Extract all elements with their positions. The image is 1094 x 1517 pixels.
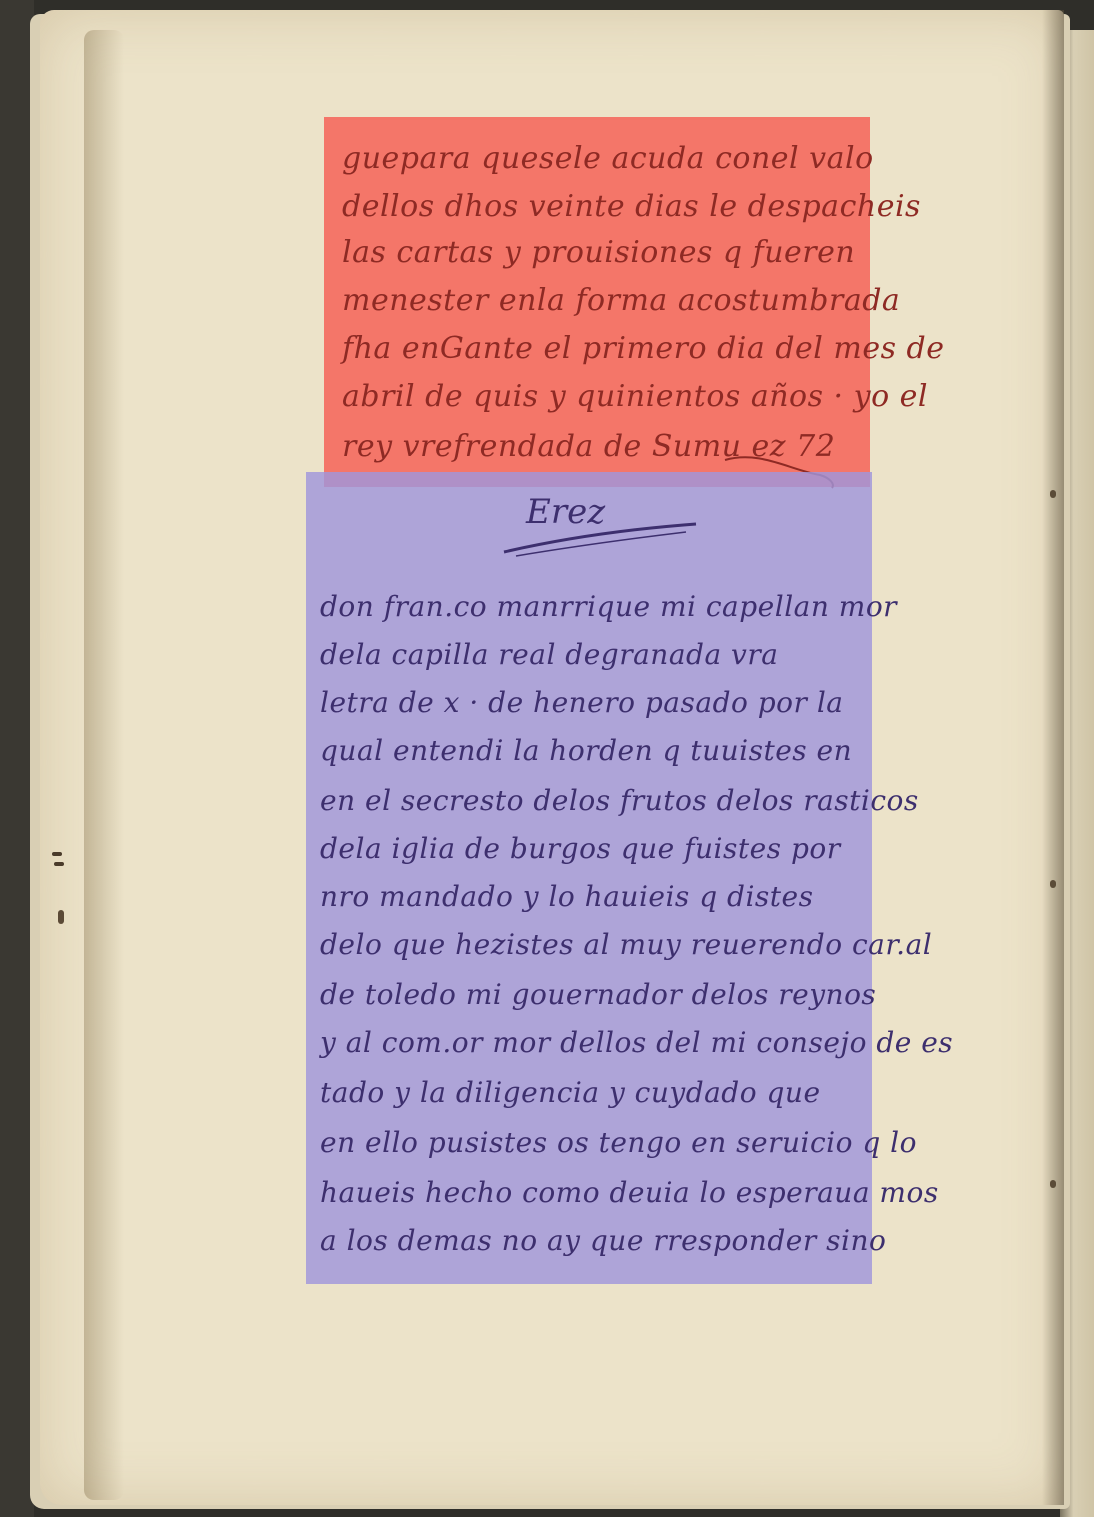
- manuscript-line: y al com.or mor dellos del mi consejo de es: [320, 1026, 954, 1059]
- manuscript-line: en ello pusistes os tengo en seruicio q lo: [320, 1126, 917, 1159]
- manuscript-line: a los demas no ay que rresponder sino: [320, 1224, 887, 1257]
- heading-underline-flourish: [496, 520, 706, 560]
- manuscript-line: de toledo mi gouernador delos reynos: [320, 978, 877, 1011]
- manuscript-line: fha enGante el primero dia del mes de: [342, 331, 945, 366]
- manuscript-line: letra de x · de henero pasado por la: [320, 686, 844, 719]
- manuscript-line: nro mandado y lo hauieis q distes: [320, 880, 814, 913]
- binding-gutter: [1042, 10, 1064, 1505]
- manuscript-line: dellos dhos veinte dias le despacheis: [342, 189, 921, 224]
- letter-heading: Erez: [526, 492, 606, 532]
- manuscript-line: qual entendi la horden q tuuistes en: [320, 734, 853, 767]
- manuscript-line: tado y la diligencia y cuydado que: [320, 1076, 821, 1109]
- manuscript-line: las cartas y prouisiones q fueren: [342, 235, 856, 270]
- manuscript-line: dela capilla real degranada vra: [320, 638, 779, 671]
- text-region-red: [324, 117, 945, 487]
- left-scan-edge: [0, 0, 34, 1517]
- manuscript-line: menester enla forma acostumbrada: [342, 283, 901, 318]
- manuscript-line: guepara quesele acuda conel valo: [342, 141, 874, 176]
- binding-mark: [52, 852, 62, 856]
- manuscript-line: en el secresto delos frutos delos rasticos: [320, 784, 919, 817]
- manuscript-line: don fran.co manrrique mi capellan mor: [320, 590, 898, 623]
- binding-mark: [54, 862, 64, 866]
- manuscript-line: delo que hezistes al muy reuerendo car.al: [320, 928, 933, 961]
- manuscript-line: haueis hecho como deuia lo esperaua mos: [320, 1176, 939, 1209]
- binding-hole: [58, 910, 64, 924]
- manuscript-line: dela iglia de burgos que fuistes por: [320, 832, 841, 865]
- page-fold-shadow: [84, 30, 124, 1500]
- text-region-purple: [306, 472, 954, 1284]
- manuscript-line: abril de quis y quinientos años · yo el: [342, 379, 929, 414]
- manuscript-line: rey vrefrendada de Sumu ez 72: [342, 429, 836, 464]
